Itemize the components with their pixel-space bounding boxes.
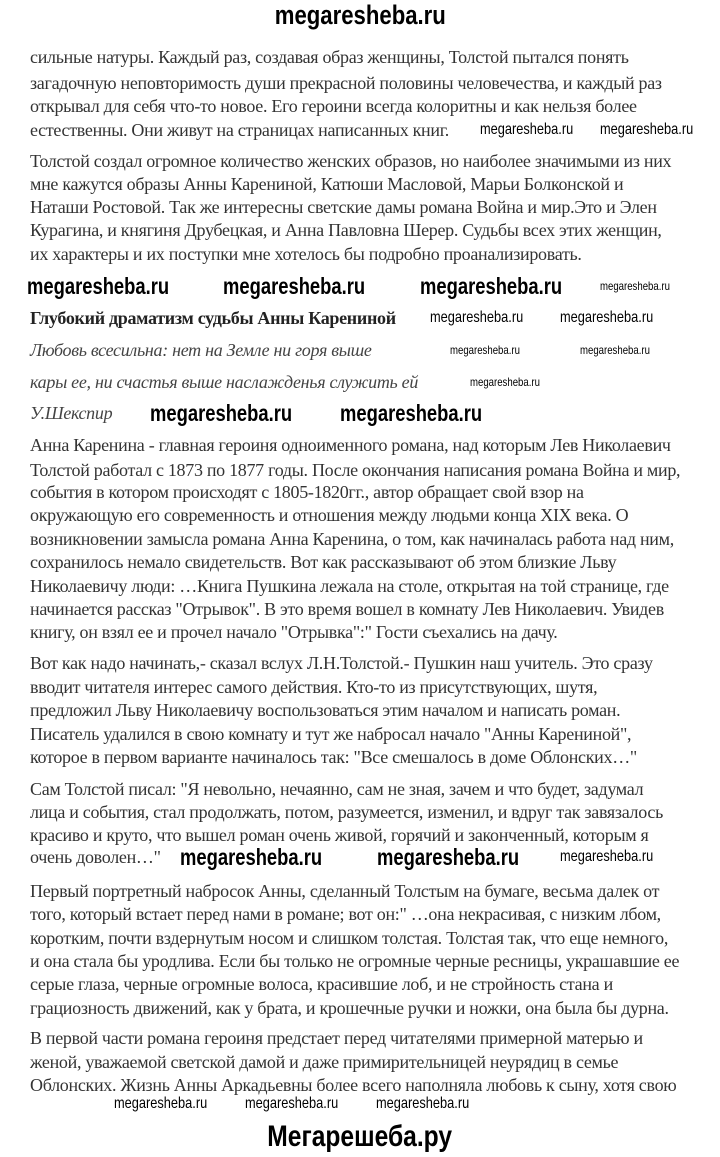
watermark: megaresheba.ru [223,272,366,299]
text-line: Толстой работал с 1873 по 1877 годы. После окончания написания романа Война и мир, [30,460,681,480]
watermark: megaresheba.ru [150,399,293,426]
text-line: Первый портретный набросок Анны, сделанный Толстым на бумаге, весьма далек от [30,881,660,901]
watermark: megaresheba.ru [580,343,650,357]
text-line: их характеры и их поступки мне хотелось бы подробно проанализировать. [30,244,582,264]
watermark: megaresheba.ru [480,121,574,138]
text-line: события в котором происходят с 1805-1820гг., автор обращает свой взор на [30,482,584,502]
text-line: Николаевичу люди: …Книга Пушкина лежала на столе, открытая на той странице, где [30,576,669,596]
watermark: megaresheba.ru [180,843,323,870]
text-line: Анна Каренина - главная героиня одноименного романа, над которым Лев Николаевич [30,435,671,455]
text-line: серые глаза, черные огромные волоса, красившие лоб, и не стройность стана и [30,974,613,994]
site-footer [0,1122,720,1152]
epigraph-line: У.Шекспир [30,403,113,423]
text-line: В первой части романа героиня предстает перед читателями примерной матерью и [30,1028,643,1048]
text-line: Облонских. Жизнь Анны Аркадьевны более всего наполняла любовь к сыну, хотя свою [30,1075,677,1095]
text-line: того, который встает перед нами в романе; вот он:" …она некрасивая, с низким лбом, [30,904,661,924]
text-line: женой, уважаемой светской дамой и даже примирительницей неурядиц в семье [30,1052,619,1072]
watermark: megaresheba.ru [340,399,483,426]
text-line: очень доволен…" [30,847,161,867]
text-line: сильные натуры. Каждый раз, создавая образ женщины, Толстой пытался понять [30,47,629,67]
watermark: megaresheba.ru [560,309,654,326]
text-line: начинается рассказ "Отрывок". В это время вошел в комнату Лев Николаевич. Увидев [30,599,664,619]
watermark: megaresheba.ru [27,272,170,299]
header-site-name: megaresheba.ru [274,0,446,30]
epigraph-line: кары ее, ни счастья выше наслажденья служить ей [30,372,419,392]
section-heading: Глубокий драматизм судьбы Анны Карениной [30,308,396,328]
watermark: megaresheba.ru [377,843,520,870]
text-line: коротким, почти вздернутым носом и слишком толстая. Толстая так, что еще немного, [30,928,669,948]
text-line: книгу, он взял ее и прочел начало "Отрывка":" Гости съехались на дачу. [30,622,558,642]
watermark: megaresheba.ru [376,1095,470,1112]
watermark: megaresheba.ru [600,121,694,138]
text-line: мне кажутся образы Анны Карениной, Катюши Масловой, Марьи Болконской и [30,174,624,194]
site-header [0,2,720,29]
text-line: окружающую его современность и отношения между людьми конца XIX века. О [30,505,629,525]
text-line: вводит читателя интерес самого действия. Кто-то из присутствующих, шутя, [30,677,598,697]
text-line: грациозность движений, как у брата, и крошечные ручки и ножки, она была бы дурна. [30,998,669,1018]
text-line: естественны. Они живут на страницах написанных книг. [30,120,449,140]
text-line: и она стала бы уродлива. Если бы только не огромные черные ресницы, украшавшие ее [30,951,680,971]
watermark: megaresheba.ru [600,279,670,293]
text-line: которое в первом варианте начиналось так: "Все смешалось в доме Облонских…" [30,747,637,767]
watermark: megaresheba.ru [430,309,524,326]
text-line: красиво и круто, что вышел роман очень живой, горячий и законченный, которым я [30,825,649,845]
watermark: megaresheba.ru [420,272,563,299]
text-line: возникновении замысла романа Анна Каренина, о том, как начиналась работа над ним, [30,529,674,549]
text-line: Курагина, и княгиня Друбецкая, и Анна Павловна Шерер. Судьбы всех этих женщин, [30,220,662,240]
text-line: предложил Льву Николаевичу воспользоваться этим началом и написать роман. [30,700,621,720]
text-line: загадочную неповторимость души прекрасной половины человечества, и каждый раз [30,73,662,93]
footer-site-name: Мегарешеба.ру [267,1120,453,1153]
watermark: megaresheba.ru [450,343,520,357]
watermark: megaresheba.ru [470,375,540,389]
text-line: Наташи Ростовой. Так же интересны светские дамы романа Война и мир.Это и Элен [30,197,657,217]
text-line: лица и события, стал продолжать, потом, разумеется, изменил, и вдруг так завязалось [30,802,663,822]
text-line: Сам Толстой писал: "Я невольно, нечаянно, сам не зная, зачем и что будет, задумал [30,779,644,799]
watermark: megaresheba.ru [114,1095,208,1112]
text-line: Вот как надо начинать,- сказал вслух Л.Н.Толстой.- Пушкин наш учитель. Это сразу [30,653,653,673]
text-line: сохранилось немало свидетельств. Вот как рассказывают об этом близкие Льву [30,552,617,572]
text-line: Толстой создал огромное количество женских образов, но наиболее значимыми из них [30,151,672,171]
text-line: открывал для себя что-то новое. Его героини всегда колоритны и как нельзя более [30,96,637,116]
watermark: megaresheba.ru [245,1095,339,1112]
epigraph-line: Любовь всесильна: нет на Земле ни горя выше [30,340,372,360]
text-line: Писатель удалился в свою комнату и тут же набросал начало "Анны Карениной", [30,724,632,744]
watermark: megaresheba.ru [560,848,654,865]
